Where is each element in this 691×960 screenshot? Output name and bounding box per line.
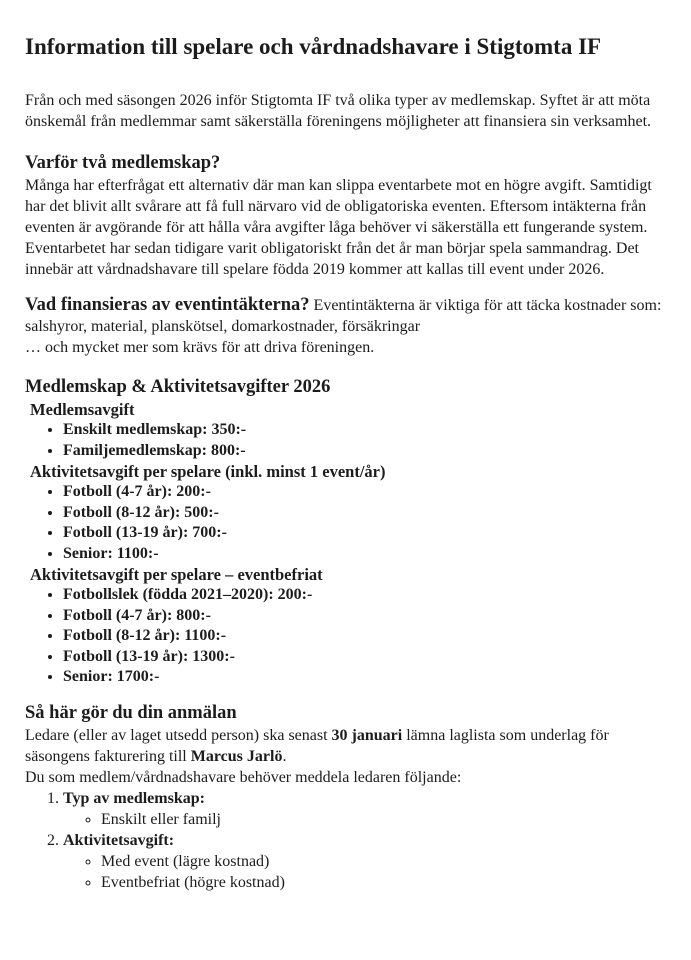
fee-item: • Fotboll (4-7 år): 800:-	[63, 606, 666, 627]
fee-item: • Fotbollslek (födda 2021–2020): 200:-	[63, 585, 666, 606]
why-paragraph-1: Många har efterfrågat ett alternativ där man kan slippa eventarbete mot en högre avgift. Samtidigt har det blivit allt svårare att få full närvaro vid de obligatoriska eventen. Eftersom intäkterna från eventen är avgörande för att hålla våra avgifter låga behöver vi säkerställa ett fungerande system.	[25, 177, 652, 236]
section-signup	[25, 701, 666, 893]
financing-paragraph	[25, 295, 666, 337]
fees-heading: Medlemskap & Aktivitetsavgifter 2026	[25, 377, 331, 397]
text-run: .	[282, 747, 287, 765]
signup-step-membership	[63, 788, 666, 830]
bold-run: Marcus Jarlö	[190, 747, 283, 765]
signup-steps	[30, 788, 666, 893]
fee-group-event-exempt-list	[30, 585, 666, 688]
document-title: Information till spelare och vårdnadshavare i Stigtomta IF	[25, 34, 602, 59]
fee-item: • Senior: 1100:-	[63, 544, 666, 565]
fee-item: • Fotboll (8-12 år): 500:-	[63, 503, 666, 524]
intro-paragraph: Från och med säsongen 2026 inför Stigtomta IF två olika typer av medlemskap. Syftet är att möta önskemål från medlemmar samt säkerställa föreningens möjligheter att finansiera sin verksamhet.	[25, 92, 652, 130]
section-financing	[25, 295, 666, 358]
section-fees	[25, 375, 666, 688]
financing-more: … och mycket mer som krävs för att driva föreningen.	[25, 339, 375, 356]
why-heading: Varför två medlemskap?	[25, 153, 221, 173]
fee-group-membership-list	[30, 420, 666, 461]
fee-item: • Senior: 1700:-	[63, 667, 666, 688]
signup-heading: Så här gör du din anmälan	[25, 702, 237, 723]
signup-step-membership-options	[63, 809, 666, 830]
fee-group-membership-subheading: Medlemsavgift	[30, 400, 135, 419]
fee-item: • Fotboll (13-19 år): 1300:-	[63, 647, 666, 668]
financing-lead: Vad finansieras av eventintäkterna?	[25, 295, 310, 315]
text-run: Ledare (eller av laget utsedd person) ska senast	[25, 726, 332, 744]
section-why	[25, 151, 666, 280]
signup-step-activity	[63, 830, 666, 893]
why-paragraph-2: Eventarbetet har sedan tidigare varit obligatoriskt från det år man börjar spela sammandrag. Det innebär att vårdnadshavare till spelare födda 2019 kommer att kallas till event under 2026.	[25, 240, 639, 278]
fee-group-event-exempt	[25, 564, 666, 688]
fee-group-activity-list	[30, 482, 666, 564]
bold-run: 30 januari	[331, 726, 403, 744]
fee-group-event-exempt-subheading: Aktivitetsavgift per spelare – eventbefriat	[30, 565, 323, 584]
financing-rest: Eventintäkterna är viktiga för att täcka kostnader som: salshyror, material, planskötsel, domarkostnader, försäkringar	[25, 297, 662, 335]
fee-group-activity-subheading: Aktivitetsavgift per spelare (inkl. minst 1 event/år)	[30, 462, 386, 481]
text-run: lämna laglista som underlag för säsongens fakturering till	[25, 726, 609, 765]
option-item: ◦ Eventbefriat (högre kostnad)	[101, 872, 666, 893]
signup-note: Du som medlem/vårdnadshavare behöver meddela ledaren följande:	[25, 768, 462, 786]
signup-step-activity-options	[63, 851, 666, 893]
option-item: ◦ Enskilt eller familj	[101, 809, 666, 830]
fee-item: • Familjemedlemskap: 800:-	[63, 441, 666, 462]
fee-group-activity	[25, 461, 666, 564]
signup-intro	[25, 725, 666, 767]
signup-step-membership-label: Typ av medlemskap:	[63, 789, 205, 807]
fee-item: • Enskilt medlemskap: 350:-	[63, 420, 666, 441]
signup-step-activity-label: Aktivitetsavgift:	[63, 831, 175, 849]
fee-group-membership	[25, 399, 666, 461]
fee-item: • Fotboll (8-12 år): 1100:-	[63, 626, 666, 647]
option-item: ◦ Med event (lägre kostnad)	[101, 851, 666, 872]
fee-item: • Fotboll (4-7 år): 200:-	[63, 482, 666, 503]
fee-item: • Fotboll (13-19 år): 700:-	[63, 523, 666, 544]
